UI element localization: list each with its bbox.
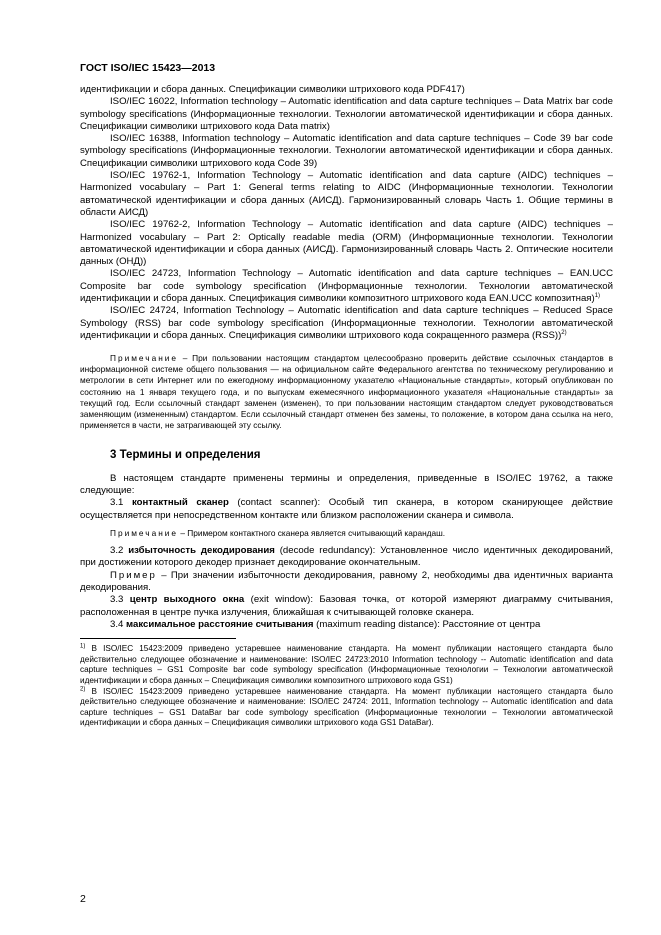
term-definition: (contact scanner): Особый тип сканера, в котором сканирующее действие осуществляется при непосредственном контакте или близком расположении сканера и символа. [80, 497, 613, 521]
ref-iso-19762-2: ISO/IEC 19762-2, Information Technology – Automatic identification and data capture (AIDC) techniques – Harmonized vocabulary – Part 2: Optically readable media (ORM) (Информационные технологии. Технологии автоматической идентификации и сбора данных (АИСД). Гармонизированный словарь Часть 2. Оптические носители данных (ОНД)) [80, 219, 613, 268]
term-number: 3.3 [110, 594, 130, 606]
term-number: 3.2 [110, 545, 129, 557]
section-title: 3 Термины и определения [110, 448, 261, 461]
example [80, 570, 613, 595]
term-3-4 [80, 619, 613, 631]
ref-iso-24723 [80, 268, 613, 305]
term-definition: (maximum reading distance): Расстояние от центра [313, 618, 541, 630]
footnote-text: В ISO/IEC 15423:2009 приведено устаревшее наименование стандарта. На момент публикации настоящего стандарта было действительно следующее обозначение и наименование: ISO/IEC 24723:2010 Information technology -- Automatic identification and data capture techniques – GS1 Composite bar code symbology specification (Информационные технологии – Технологии автоматической идентификации и сбора данных – Спецификация символики композитного штрихового кода GS1) [80, 644, 613, 686]
document-page [80, 62, 613, 729]
ref-text: ISO/IEC 24723, Information Technology – Automatic identification and data capture techniques – EAN.UCC Composite bar code symbology specification (Информационные технологии. Технологии автоматической идентификации и сбора данных. Спецификация символики композитного штрихового кода EAN.UCC композитная) [80, 268, 613, 305]
term-name: центр выходного окна [129, 594, 245, 606]
term-number: 3.4 [110, 618, 127, 630]
footnote-1 [80, 644, 613, 686]
ref-iso-16022: ISO/IEC 16022, Information technology – Automatic identification and data capture techniques – Data Matrix bar code symbology specifications (Информационные технологии. Технологии автоматической идентификации и сбора данных. Спецификации символики штрихового кода Data matrix) [80, 96, 613, 132]
page-header: ГОСТ ISO/IEC 15423—2013 [80, 62, 216, 74]
ref-text: ISO/IEC 24724, Information Technology – Automatic identification and data capture techniques – Reduced Space Symbology (RSS) bar code symbology specification (Информационные технологии. Технологии автоматической идентификации и сбора данных. Спецификация символики штрихового кода сокращенного размера (RSS)) [80, 305, 613, 341]
note-contact-scanner [80, 528, 613, 539]
term-definition: (decode redundancy): Установленное число идентичных декодирований, при достижении которого декодер признает декодирование окончательным. [80, 545, 613, 569]
section-intro: В настоящем стандарте применены термины и определения, приведенные в ISO/IEC 19762, а также следующие: [80, 472, 613, 497]
ref-continuation: идентификации и сбора данных. Спецификации символики штрихового кода PDF417) [80, 84, 465, 95]
term-name: контактный сканер [131, 497, 229, 509]
note-text: – Примером контактного сканера является считывающий карандаш. [178, 528, 446, 539]
footnote-2 [80, 687, 613, 729]
note-references [80, 353, 613, 431]
note-label: Примечание [110, 353, 179, 364]
term-3-2 [80, 545, 613, 570]
ref-iso-19762-1: ISO/IEC 19762-1, Information Technology – Automatic identification and data capture (AIDC) techniques – Harmonized vocabulary – Part 1: General terms relating to AIDC (Информационные технологии. Технологии автоматической идентификации и сбора данных (АИСД). Гармонизированный словарь Часть 1. Общие термины в области АИСД) [80, 170, 613, 218]
page-number: 2 [80, 893, 86, 905]
footnote-mark: 1) [80, 643, 86, 650]
footnote-mark: 2) [561, 329, 567, 336]
footnote-text: В ISO/IEC 15423:2009 приведено устаревшее наименование стандарта. На момент публикации настоящего стандарта было действительно следующее обозначение и наименование: ISO/IEC 24724: 2011, Information technology -- Automatic identification and data capture techniques – GS1 DataBar bar code symbology specification (Информационные технологии – Технологии автоматической идентификации и сбора данных – Спецификация символики штрихового кода GS1 DataBar). [80, 686, 613, 728]
note-label: Примечание [110, 528, 179, 539]
footnote-mark: 1) [594, 292, 601, 299]
term-name: избыточность декодирования [128, 545, 275, 557]
example-text: – При значении избыточности декодирования, равному 2, необходимы два идентичных варианта декодирования. [80, 569, 613, 594]
term-name: максимальное расстояние считывания [126, 618, 314, 630]
term-number: 3.1 [110, 497, 132, 509]
term-3-3 [80, 594, 613, 619]
ref-iso-24724 [80, 305, 613, 342]
footnote-divider [80, 638, 236, 639]
ref-iso-16388: ISO/IEC 16388, Information technology – Automatic identification and data capture techniques – Code 39 bar code symbology specifications (Информационные технологии. Технологии автоматической идентификации и сбора данных. Спецификации символики штрихового кода Code 39) [80, 133, 613, 169]
note-text: – При пользовании настоящим стандартом целесообразно проверить действие ссылочных стандартов в информационной системе общего пользования — на официальном сайте Федерального агентства по техническому регулированию и метрологии в сети Интернет или по ежегодному информационному указателю «Национальные стандарты», который опубликован по состоянию на 1 января текущего года, и по выпускам ежемесячного информационного указателя «Национальные стандарты» за текущий год. Если ссылочный стандарт заменен (изменен), то при пользовании настоящим стандартом следует руководствоваться заменяющим (измененным) стандартом. Если ссылочный стандарт отменен без замены, то положение, в котором дана ссылка на него, применяется в части, не затрагивающей эту ссылку. [80, 353, 613, 430]
term-3-1 [80, 497, 613, 522]
footnote-mark: 2) [80, 685, 86, 692]
term-definition: (exit window): Базовая точка, от которой измеряют диаграмму считывания, расположенная в центре пучка излучения, ближайшая к считывающей головке сканера. [80, 594, 613, 618]
example-label: Пример [110, 569, 157, 581]
